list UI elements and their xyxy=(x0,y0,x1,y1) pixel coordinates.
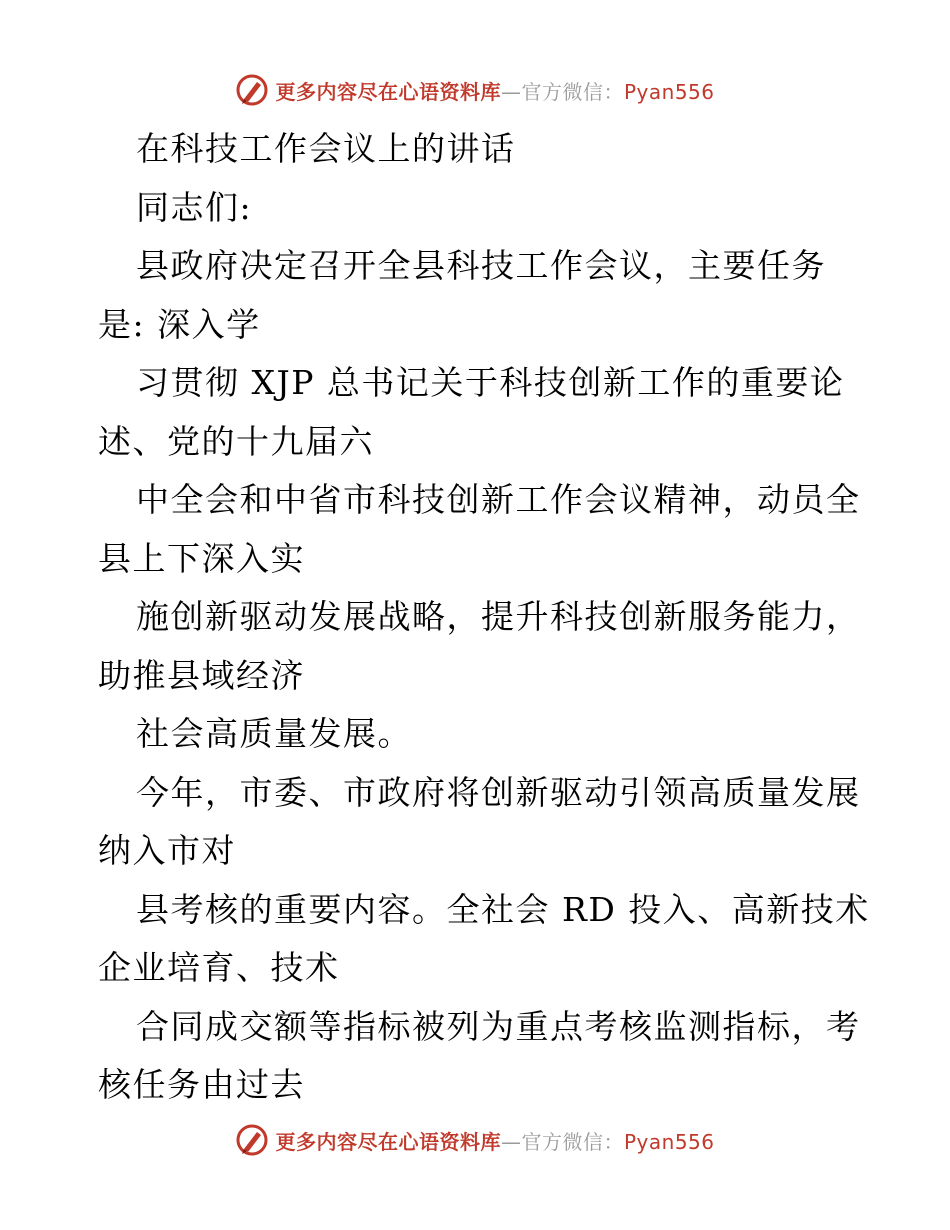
paragraph-line: 企业培育、技术 xyxy=(98,948,340,987)
header-watermark xyxy=(0,72,950,108)
paragraph-line: 合同成交额等指标被列为重点考核监测指标，考 xyxy=(136,1006,861,1046)
watermark-main: 更多内容尽在心语资料库 xyxy=(275,1129,501,1154)
watermark-contact: Pyan556 xyxy=(623,79,715,104)
document-body xyxy=(98,120,870,1115)
paragraph-line: 中全会和中省市科技创新工作会议精神，动员全 xyxy=(136,480,861,519)
paragraph-line: 施创新驱动发展战略，提升科技创新服务能力， xyxy=(136,597,861,636)
paragraph-line: 社会高质量发展。 xyxy=(136,714,412,753)
pen-logo-icon xyxy=(235,1123,269,1157)
watermark-main: 更多内容尽在心语资料库 xyxy=(275,79,501,104)
paragraph-line: 纳入市对 xyxy=(98,831,236,870)
watermark-rest: —官方微信： xyxy=(500,1129,624,1154)
paragraph-line: 县政府决定召开全县科技工作会议，主要任务 xyxy=(136,246,826,285)
paragraph-line: 述、党的十九届六 xyxy=(98,421,374,461)
paragraph-line: 是: 深入学 xyxy=(98,304,261,344)
watermark-text xyxy=(275,1126,714,1155)
watermark-text xyxy=(275,76,714,105)
paragraph-line: 助推县域经济 xyxy=(98,655,305,695)
paragraph-line: 核任务由过去 xyxy=(98,1065,305,1104)
watermark-rest: —官方微信： xyxy=(500,79,624,104)
watermark-contact: Pyan556 xyxy=(623,1129,715,1154)
paragraph-line: 县考核的重要内容。全社会 RD 投入、高新技术 xyxy=(136,889,870,929)
document-title: 在科技工作会议上的讲话 xyxy=(136,129,516,168)
paragraph-line: 习贯彻 XJP 总书记关于科技创新工作的重要论 xyxy=(136,363,845,402)
salutation: 同志们: xyxy=(136,187,253,227)
paragraph-line: 今年，市委、市政府将创新驱动引领高质量发展 xyxy=(136,772,861,812)
paragraph-line: 县上下深入实 xyxy=(98,538,305,578)
pen-logo-icon xyxy=(235,73,269,107)
footer-watermark xyxy=(0,1122,950,1158)
